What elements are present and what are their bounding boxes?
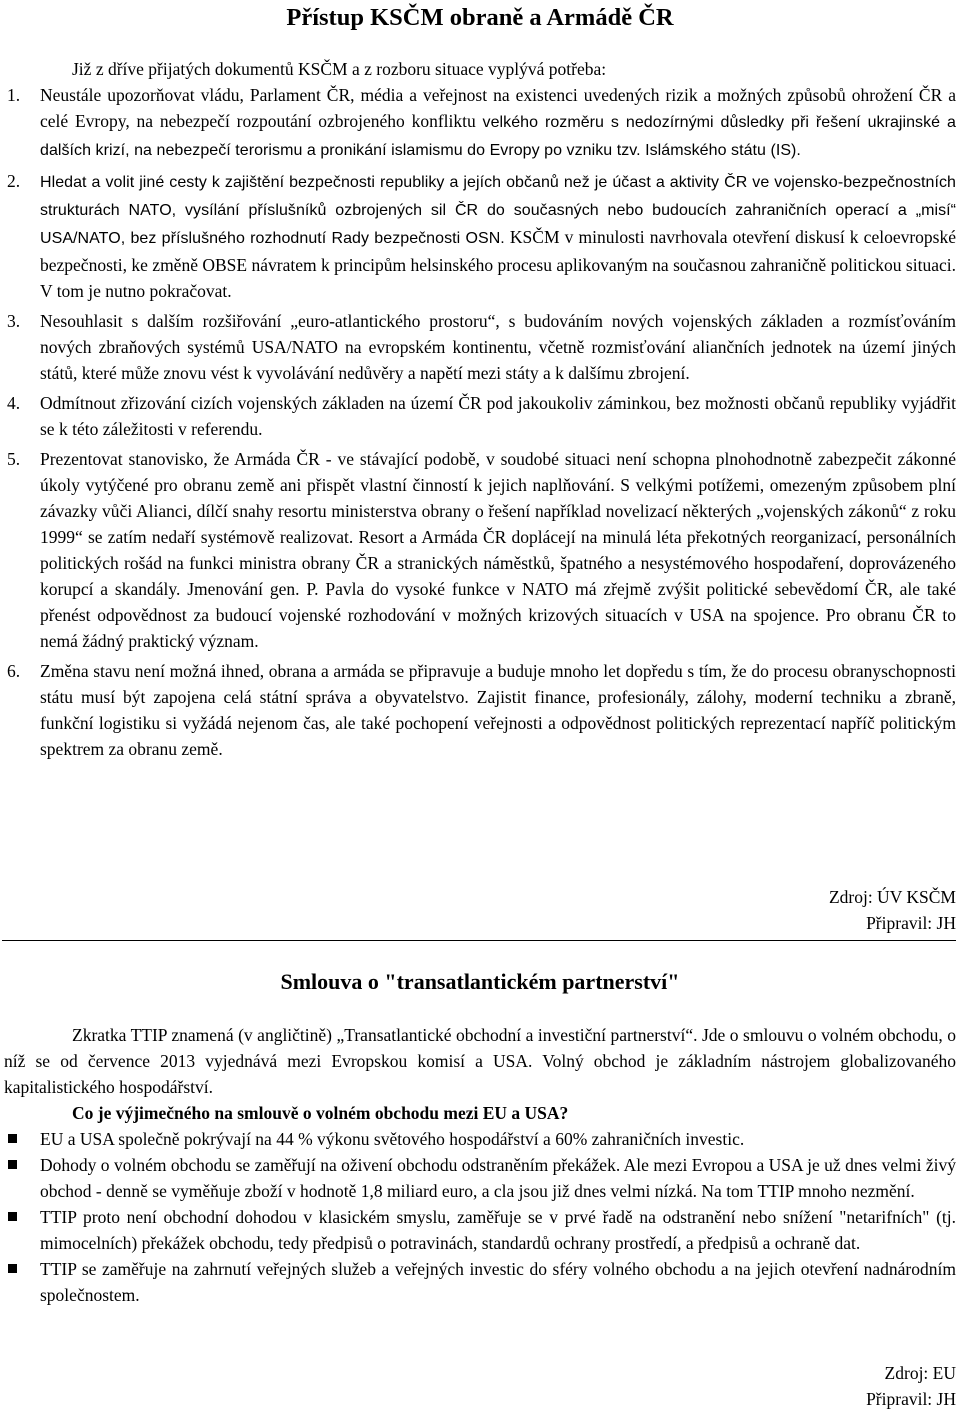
article2-intro: Zkratka TTIP znamená (v angličtině) „Transatlantické obchodní a investiční partnerství“. Jde o smlouvu o volném obchodu, o níž se od července 2013 vyjednává mezi Evropskou komisí a USA. Volný obchod je základním nástrojem globalizovaného kapitalistického hospodářství. [4,1025,956,1097]
point-number: 3. [7,311,21,331]
point-number: 1. [7,85,21,105]
point-text: Hledat a volit jiné cesty k zajištění bezpečnosti republiky a jejích občanů než je účast a aktivity ČR ve vojensko-bezpečnostních strukturách NATO, vysílání příslušníků ozbrojených sil ČR do současných nebo budoucích zahraničních operací a „misí“ USA/NATO, bez příslušného rozhodnutí Rady bezpečnosti OSN. [40,174,956,247]
square-bullet-icon [8,1212,17,1221]
bullet-item [0,1204,956,1256]
article1-points [0,82,956,762]
bullet-text: TTIP se zaměřuje na zahrnutí veřejných služeb a veřejných investic do sféry volného obchodu a na jejich otevření nadnárodním společnostem. [40,1259,956,1305]
point-number: 4. [7,393,21,413]
square-bullet-icon [8,1160,17,1169]
point-4 [0,390,956,442]
point-text: Změna stavu není možná ihned, obrana a armáda se připravuje a buduje mnoho let dopředu s tím, že do procesu obranyschopnosti státu musí být zapojena celá státní správa a obyvatelstvo. Zajistit finance, profesionály, zálohy, moderní techniku a zbraně, funkční logistiku si vyžádá nejenom čas, ale také pochopení veřejnosti a odpovědnost politických reprezentací napříč politickým spektrem za obranu země. [40,661,956,759]
section-divider [2,940,956,941]
point-number: 6. [7,661,21,681]
point-text: Neustále upozorňovat vládu, Parlament ČR, média a veřejnost na existenci uvedených rizik a možných způsobů ohrožení ČR a celé Evropy, na nebezpečí rozpoutání ozbrojeného konfliktu [40,85,956,131]
article1-intro: Již z dříve přijatých dokumentů KSČM a z rozboru situace vyplývá potřeba: [72,59,607,79]
article2-title: Smlouva o "transatlantickém partnerství" [280,969,680,994]
point-2 [0,168,956,304]
point-number: 5. [7,449,21,469]
point-text: Prezentovat stanovisko, že Armáda ČR - ve stávající podobě, v soudobé situaci není schopna plnohodnotně zabezpečit zákonné úkoly vytýčené pro obranu země ani přispět vlastní činností k jejich naplňování. S velkými potížemi, omezeným způsobem plní závazky vůči Alianci, dílčí snahy resortu ministerstva obrany o řešení například novelizací některých „vojenských zákonů“ z roku 1999“ se zatím nedaří systémově realizovat. Resort a Armáda ČR doplácejí na minulá léta překotných reorganizací, personálních politických rošád na funkci ministra obrany ČR a stranických náměstků, špatného a nesystémového hospodaření, doprovázeného korupcí a skandály. Jmenování gen. P. Pavla do vysoké funkce v NATO má zřejmě zvýšit politické sebevědomí ČR, ale také přenést odpovědnost za budoucí vojenské rozhodování v možných krizových situacích v USA na spojence. Pro obranu ČR to nemá žádný praktický význam. [40,449,956,651]
point-text: Nesouhlasit s dalším rozšiřování „euro-atlantického prostoru“, s budováním nových vojenských základen a rozmísťováním nových zbraňových systémů USA/NATO na evropském kontinentu, včetně rozmisťování aliančních jednotek na území jiných států, které může znovu vést k vyvolávání nedůvěry a napětí mezi státy a k dalšímu zbrojení. [40,311,956,383]
point-text: Odmítnout zřizování cizích vojenských základen na území ČR pod jakoukoliv záminkou, bez možnosti občanů republiky vyjádřit se k této záležitosti v referendu. [40,393,956,439]
prepared-by: Připravil: JH [866,913,956,933]
bullet-item [0,1256,956,1308]
bullet-text: EU a USA společně pokrývají na 44 % výkonu světového hospodářství a 60% zahraničních investic. [40,1129,745,1149]
point-3 [0,308,956,386]
square-bullet-icon [8,1134,17,1143]
article2-question: Co je výjimečného na smlouvě o volném obchodu mezi EU a USA? [72,1103,569,1123]
article1-title: Přístup KSČM obraně a Armádě ČR [286,4,674,31]
article2-bullets [0,1126,956,1308]
source-label: Zdroj: EU [884,1363,956,1383]
point-text-continued: velkého rozměru s nedozírnými důsledky při řešení ukrajinské a dalších krizí, na nebezpečí terorismu a pronikání islamismu do Evropy po vzniku tzv. Islámského státu (IS). [40,114,956,159]
bullet-item [0,1126,956,1152]
point-6 [0,658,956,762]
point-number: 2. [7,171,21,191]
bullet-text: Dohody o volném obchodu se zaměřují na oživení obchodu odstraněním překážek. Ale mezi Evropou a USA je už dnes velmi živý obchod - denně se vyměňuje zboží v hodnotě 1,8 miliard euro, a cla jsou již dnes velmi nízká. Na tom TTIP mnoho nezmění. [40,1155,956,1201]
article1-source-block [829,884,956,936]
source-label: Zdroj: ÚV KSČM [828,887,956,907]
square-bullet-icon [8,1264,17,1273]
point-1 [0,82,956,164]
point-5 [0,446,956,654]
prepared-by: Připravil: JH [866,1389,956,1409]
bullet-text: TTIP proto není obchodní dohodou v klasickém smyslu, zaměřuje se v prvé řadě na odstranění nebo snížení "netarifních" (tj. mimocelních) překážek obchodu, tedy předpisů o potravinách, standardů ochrany prostředí, a předpisů a ochraně dat. [40,1207,956,1253]
bullet-item [0,1152,956,1204]
article2-source-block [866,1360,956,1412]
point-text-continued: KSČM v minulosti navrhovala otevření diskusí k celoevropské bezpečnosti, ke změně OBSE návratem k principům helsinského procesu aplikovaným na současnou zahraničně politickou situaci. V tom je nutno pokračovat. [40,227,956,301]
